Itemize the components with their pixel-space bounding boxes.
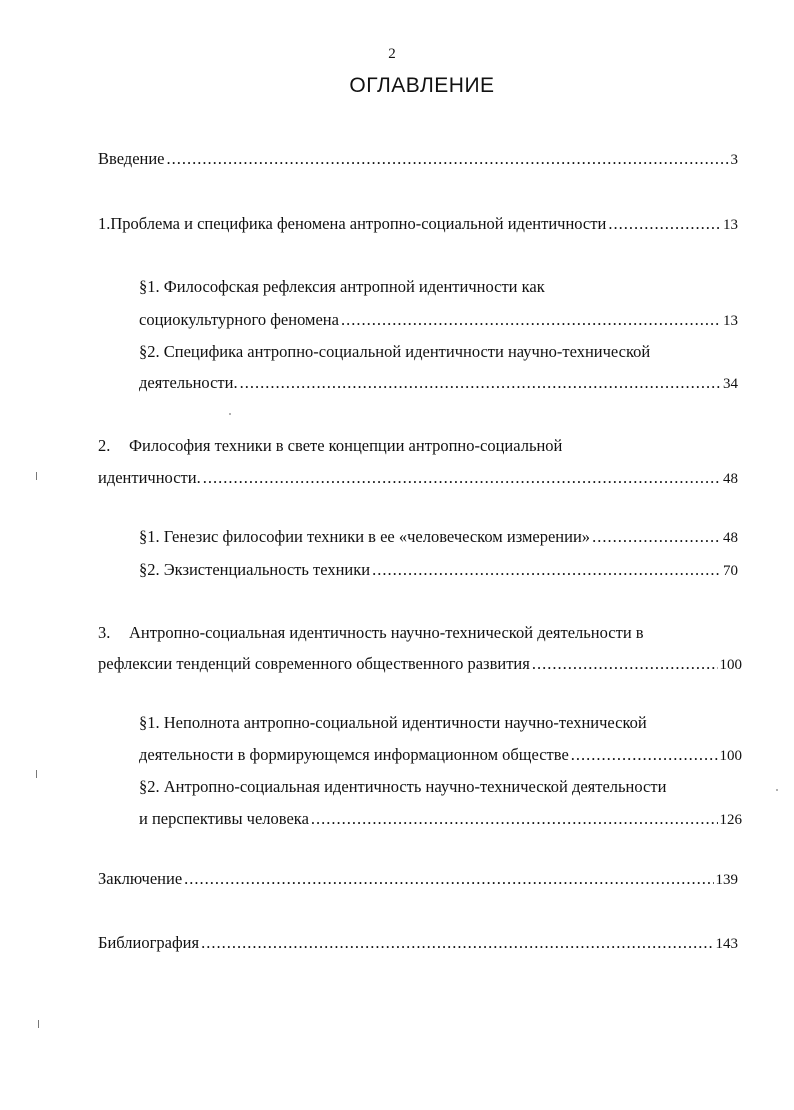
toc-section-3-2[interactable]: [139, 808, 742, 831]
chapter-title: Философия техники в свете концепции антропно-социальной: [129, 436, 563, 455]
page-title: ОГЛАВЛЕНИЕ: [349, 74, 495, 97]
scan-speck: [229, 413, 231, 415]
toc-chapter-2[interactable]: [98, 467, 738, 490]
toc-entry-bibliography[interactable]: [98, 932, 738, 955]
toc-entry-page: 100: [719, 748, 742, 764]
dot-leader: [167, 148, 729, 170]
scan-mark: [38, 1020, 39, 1028]
chapter-number: 2.: [98, 436, 111, 455]
toc-section-1-1[interactable]: [139, 309, 738, 332]
dot-leader: [341, 309, 721, 331]
toc-section-3-1-line1[interactable]: §1. Неполнота антропно-социальной идентичности научно-технической: [139, 713, 647, 732]
dot-leader: [311, 808, 718, 830]
chapter-number: 3.: [98, 623, 111, 642]
scan-speck: [776, 789, 778, 791]
toc-entry-page: 13: [723, 313, 738, 329]
toc-entry-conclusion[interactable]: [98, 868, 738, 891]
page-number: 2: [388, 46, 396, 62]
toc-chapter-3-line1[interactable]: [98, 622, 644, 644]
scan-mark: [36, 770, 37, 778]
toc-entry-page: 100: [719, 657, 742, 673]
toc-entry-page: 48: [723, 471, 738, 487]
toc-entry-page: 13: [723, 217, 738, 233]
toc-entry-intro[interactable]: [98, 148, 738, 171]
toc-chapter-1[interactable]: [98, 213, 738, 236]
chapter-title-cont: рефлексии тенденций современного общественного развития: [98, 654, 530, 673]
dot-leader: [201, 932, 713, 954]
toc-entry-page: 139: [715, 872, 738, 888]
chapter-title: Проблема и специфика феномена антропно-социальной идентичности: [110, 214, 607, 233]
section-title: §2. Экзистенциальность техники: [139, 560, 371, 579]
section-title: и перспективы человека: [139, 809, 309, 828]
toc-entry-label: Введение: [98, 149, 165, 168]
toc-entry-page: 126: [719, 812, 742, 828]
toc-entry-page: 48: [723, 530, 738, 546]
scan-mark: [36, 472, 37, 480]
dot-leader: [571, 744, 718, 766]
toc-chapter-3[interactable]: [98, 653, 742, 676]
toc-section-3-1[interactable]: [139, 744, 742, 767]
toc-entry-page: 70: [723, 563, 738, 579]
toc-entry-page: 143: [715, 936, 738, 952]
toc-entry-label: Заключение: [98, 869, 183, 888]
toc-section-3-2-line1[interactable]: §2. Антропно-социальная идентичность научно-технической деятельности: [139, 777, 667, 796]
toc-entry-page: 34: [723, 376, 738, 392]
dot-leader: [532, 653, 718, 675]
toc-entry-page: 3: [730, 152, 738, 168]
toc-section-2-1[interactable]: [139, 526, 738, 549]
section-title: §1. Генезис философии техники в ее «человеческом измерении»: [139, 527, 591, 546]
dot-leader: [608, 213, 721, 235]
dot-leader: [184, 868, 713, 890]
chapter-title: Антропно-социальная идентичность научно-технической деятельности в: [129, 623, 644, 642]
toc-section-1-2-line1[interactable]: §2. Специфика антропно-социальной идентичности научно-технической: [139, 342, 651, 361]
toc-entry-label: Библиография: [98, 933, 200, 952]
section-title: социокультурного феномена: [139, 310, 339, 329]
toc-section-2-2[interactable]: [139, 559, 738, 582]
chapter-number: 1.: [98, 214, 111, 233]
chapter-title-cont: идентичности.: [98, 468, 201, 487]
dot-leader: [372, 559, 721, 581]
section-title: деятельности.: [139, 373, 238, 392]
toc-section-1-2[interactable]: [139, 372, 738, 395]
dot-leader: [592, 526, 721, 548]
dot-leader: [240, 372, 721, 394]
toc-chapter-2-line1[interactable]: [98, 435, 562, 457]
toc-section-1-1-line1[interactable]: §1. Философская рефлексия антропной идентичности как: [139, 277, 545, 296]
dot-leader: [203, 467, 721, 489]
section-title: деятельности в формирующемся информационном обществе: [139, 745, 569, 764]
